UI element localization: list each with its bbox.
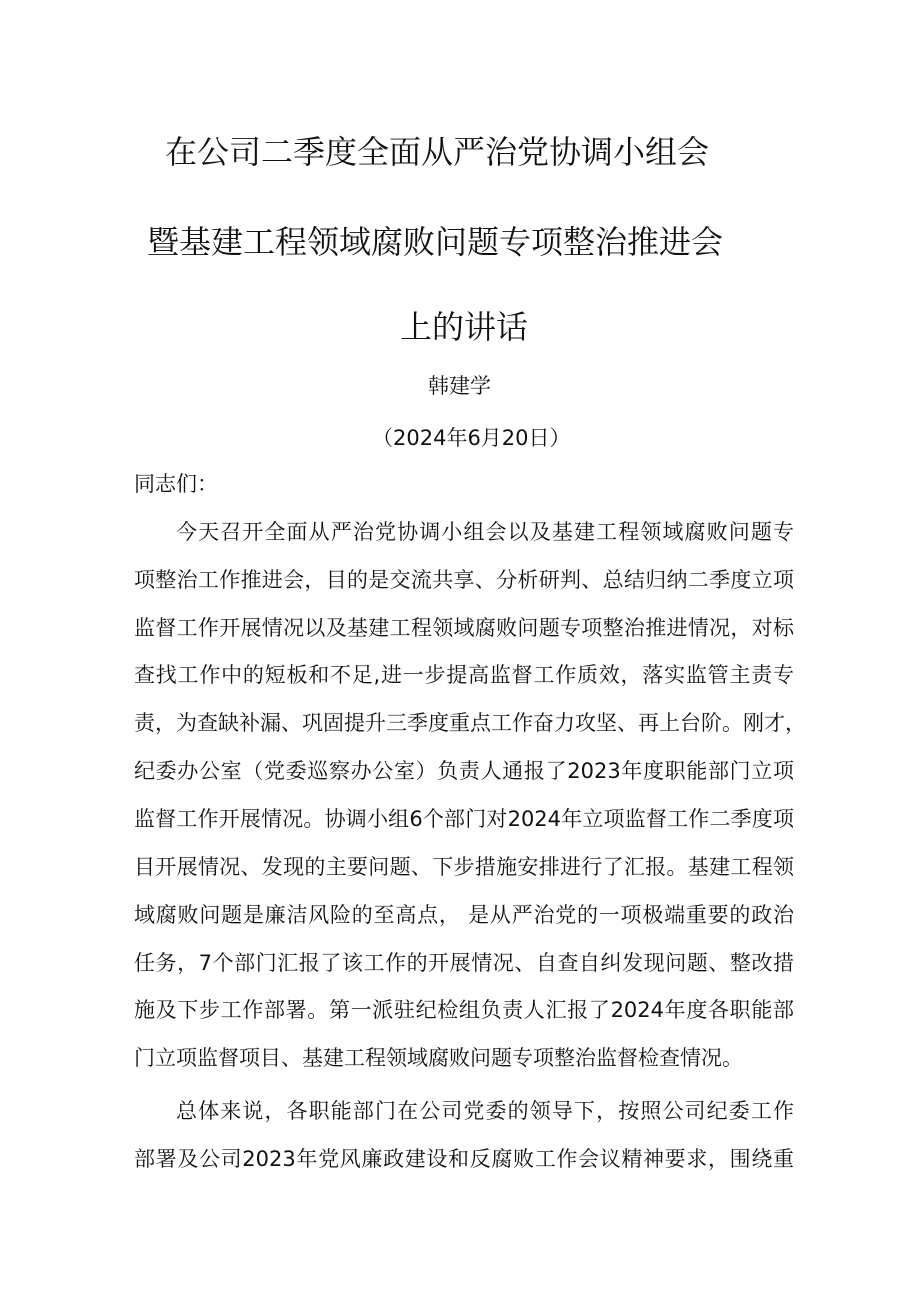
- paragraph-1-line: 项整治工作推进会，目的是交流共享、分析研判、总结归纳二季度立项: [134, 568, 794, 592]
- document-title-line-3: 上的讲话: [400, 308, 529, 346]
- paragraph-1-line: 任务，7个部门汇报了该工作的开展情况、自查自纠发现问题、整改措: [134, 951, 794, 975]
- paragraph-1-line: 目开展情况、发现的主要问题、下步措施安排进行了汇报。基建工程领: [134, 855, 794, 879]
- paragraph-1-line: 域腐败问题是廉洁风险的至高点， 是从严治党的一项极端重要的政治: [134, 903, 794, 927]
- paragraph-1-line: 门立项监督项目、基建工程领域腐败问题专项整治监督检查情况。: [134, 1046, 743, 1070]
- paragraph-2-line: 部署及公司2023年党风廉政建设和反腐败工作会议精神要求，围绕重: [134, 1147, 794, 1171]
- greeting: 同志们：: [134, 472, 218, 496]
- paragraph-1-line: 施及下步工作部署。第一派驻纪检组负责人汇报了2024年度各职能部: [134, 998, 794, 1022]
- paragraph-1-line: 责，为查缺补漏、巩固提升三季度重点工作奋力攻坚、再上台阶。刚才，: [134, 711, 806, 735]
- paragraph-1-line: 今天召开全面从严治党协调小组会以及基建工程领域腐败问题专: [176, 520, 794, 544]
- paragraph-1-line: 监督工作开展情况以及基建工程领域腐败问题专项整治推进情况，对标: [134, 616, 794, 640]
- paragraph-2-line: 总体来说，各职能部门在公司党委的领导下，按照公司纪委工作: [176, 1099, 794, 1123]
- speech-date: （2024年6月20日）: [372, 426, 571, 450]
- document-title-line-1: 在公司二季度全面从严治党协调小组会: [165, 133, 710, 171]
- paragraph-1-line: 查找工作中的短板和不足,进一步提高监督工作质效，落实监管主责专: [134, 663, 794, 687]
- paragraph-1-line: 纪委办公室（党委巡察办公室）负责人通报了2023年度职能部门立项: [134, 759, 794, 783]
- author-name: 韩建学: [428, 374, 491, 398]
- document-title-line-2: 暨基建工程领域腐败问题专项整治推进会: [147, 223, 724, 261]
- paragraph-1-line: 监督工作开展情况。协调小组6个部门对2024年立项监督工作二季度项: [134, 807, 794, 831]
